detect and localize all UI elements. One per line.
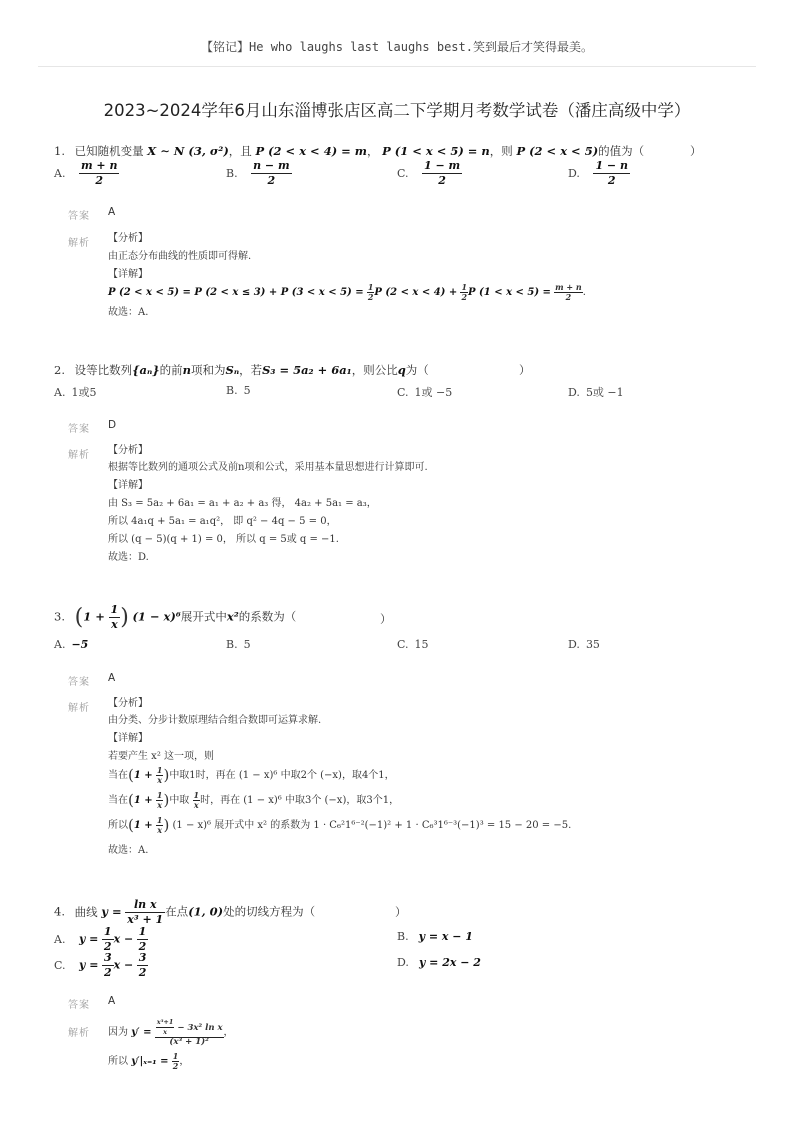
option-d[interactable]: D. 35	[568, 638, 600, 651]
fraction: $\frac{m + n}{2}$	[80, 159, 118, 187]
answer-label: 答案	[68, 1000, 90, 1011]
fraction: $\frac{1}{2}$	[172, 1051, 179, 1071]
analysis-text: 由分类、分步计数原理结合组合数即可运算求解.	[108, 715, 322, 726]
question-2-stem: 2. 设等比数列{aₙ}的前n项和为Sₙ，若S₃ = 5a₂ + 6a₁，则公比q为（	[54, 363, 429, 377]
detail-heading: 【详解】	[108, 733, 148, 744]
option-a[interactable]: A. y = $\frac{1}{2}$ x − $\frac{1}{2}$	[54, 925, 147, 953]
question-4-stem: 4. 曲线 y = $\frac{\text{ln x}}{\text{x³ + 1}}$ 在点(1, 0)处的切线方程为（	[54, 898, 316, 926]
analysis-heading: 【分析】	[108, 233, 148, 244]
fraction: $\frac{1}{2}$	[103, 925, 112, 953]
option-letter: A.	[54, 166, 66, 180]
analysis-heading: 【分析】	[108, 445, 148, 456]
stem-text: ，	[366, 144, 379, 158]
stem-text: 已知随机变量	[74, 144, 144, 158]
answer-label: 答案	[68, 424, 90, 435]
analysis-text: 由正态分布曲线的性质即可得解.	[108, 251, 252, 262]
question-3-stem: 3. (1 + $\frac{1}{x}$ ) (1 − x)⁶展开式中x²的系数为（	[54, 603, 297, 631]
answer-value: A	[108, 206, 116, 218]
option-letter: D.	[568, 166, 580, 180]
conclusion: 故选：A.	[108, 307, 149, 318]
conclusion: 故选：D.	[108, 552, 149, 563]
option-c[interactable]: C. y = $\frac{3}{2}$ x − $\frac{3}{2}$	[54, 951, 147, 979]
detail-line: 当在(1 + $\frac{1}{x}$ )中取1时，再在 (1 − x)⁶ 中取2个 (−x)，取4个1，	[108, 765, 395, 785]
fraction: $\frac{1}{x}$	[156, 790, 163, 810]
fraction: $\frac{1}{x}$	[156, 765, 163, 785]
detail-line: 由 S₃ = 5a₂ + 6a₁ = a₁ + a₂ + a₃ 得， 4a₂ + 5a₁ = a₃，	[108, 498, 377, 509]
detail-line: 所以 4a₁q + 5a₁ = a₁q²， 即 q² − 4q − 5 = 0，	[108, 516, 337, 527]
stem-text: 的值为（	[598, 144, 645, 158]
question-number: 3.	[54, 609, 65, 624]
option-a[interactable]: A. −5	[54, 638, 89, 651]
fraction: $\frac{m + n}{2}$	[555, 282, 582, 302]
conclusion: 故选：A.	[108, 845, 149, 856]
detail-line: 若要产生 x² 这一项，则	[108, 751, 215, 762]
analysis-text: 根据等比数列的通项公式及前n项和公式，采用基本量思想进行计算即可.	[108, 462, 428, 473]
fraction: $\frac{1}{2}$	[138, 925, 147, 953]
answer-value: A	[108, 672, 116, 684]
fraction: $\frac{\text{ln x}}{\text{x³ + 1}}$	[127, 898, 164, 926]
option-b[interactable]: B. y = x − 1	[397, 930, 473, 943]
analysis-label: 解析	[68, 450, 90, 461]
question-close-paren: ）	[519, 363, 531, 377]
option-a[interactable]	[54, 159, 119, 188]
answer-label: 答案	[68, 211, 90, 222]
fraction: $\frac{1 - m}{2}$	[424, 159, 461, 187]
option-letter: C.	[397, 166, 409, 180]
math: P (2 < x < 4) = m	[255, 144, 367, 158]
analysis-label: 解析	[68, 703, 90, 714]
fraction: $\frac{1}{2}$	[461, 282, 468, 302]
answer-label: 答案	[68, 677, 90, 688]
math: P (1 < x < 5) = n	[382, 144, 490, 158]
option-d[interactable]	[568, 159, 630, 188]
math: X ∼ N (3, σ²)	[147, 144, 229, 158]
option-c[interactable]: C. 1或 −5	[397, 386, 453, 399]
detail-line: 当在(1 + $\frac{1}{x}$ )中取 $\frac{1}{x}$ 时，再在 (1 − x)⁶ 中取3个 (−x)，取3个1，	[108, 790, 400, 810]
option-b[interactable]: B. 5	[226, 384, 251, 397]
answer-value: A	[108, 995, 116, 1007]
question-close-paren: ）	[380, 612, 392, 626]
detail-line: 所以 (q − 5)(q + 1) = 0， 所以 q = 5或 q = −1.	[108, 534, 339, 545]
question-close-paren: ）	[690, 144, 702, 158]
question-number: 1.	[54, 144, 65, 158]
option-letter: B.	[226, 166, 238, 180]
question-1-stem	[54, 143, 644, 159]
analysis-label: 解析	[68, 238, 90, 249]
question-number: 4.	[54, 904, 65, 919]
option-a[interactable]: A. 1或5	[54, 386, 97, 399]
fraction: $\frac{3}{2}$	[138, 951, 147, 979]
option-d[interactable]: D. y = 2x − 2	[397, 956, 481, 969]
detail-heading: 【详解】	[108, 480, 148, 491]
fraction: $\frac{1 - n}{2}$	[595, 159, 628, 187]
option-c[interactable]	[397, 159, 462, 188]
detail-heading: 【详解】	[108, 269, 148, 280]
analysis-heading: 【分析】	[108, 698, 148, 709]
detail-line: 所以(1 + $\frac{1}{x}$ ) (1 − x)⁶ 展开式中 x² 的系数为 1 · C₆²1⁶⁻²(−1)² + 1 · C₆³1⁶⁻³(−1)³ = 15 − 20 = −5.	[108, 815, 572, 835]
fraction: $\frac{\text{x³+1}}{x}$ − 3x² ln x (x³ + 1)²	[156, 1018, 223, 1047]
option-b[interactable]	[226, 159, 292, 188]
fraction: $\frac{1}{2}$	[367, 282, 374, 302]
fraction: $\frac{n - m}{2}$	[253, 159, 290, 187]
fraction: $\frac{3}{2}$	[103, 951, 112, 979]
option-d[interactable]: D. 5或 −1	[568, 386, 624, 399]
detail-line: 因为 y′ = $\frac{\text{x³+1}}{x}$ − 3x² ln x (x³ + 1)² ，	[108, 1018, 234, 1047]
detail-equation: P (2 < x < 5) = P (2 < x ≤ 3) + P (3 < x < 5) = $\frac{1}{2}$ P (2 < x < 4) + $\frac{1}{2}$ P (1 < x < 5) = $\frac{m + n}{2}$ .	[108, 282, 586, 302]
divider	[38, 66, 756, 67]
stem-text: ，则	[489, 144, 513, 158]
question-close-paren: ）	[395, 905, 407, 919]
math: P (2 < x < 5)	[516, 144, 599, 158]
option-b[interactable]: B. 5	[226, 638, 251, 651]
fraction: $\frac{1}{x}$	[110, 603, 119, 631]
question-number: 2.	[54, 363, 65, 377]
detail-line: 所以 y′|ₓ₌₁ = $\frac{1}{2}$ ，	[108, 1051, 190, 1071]
analysis-label: 解析	[68, 1028, 90, 1039]
fraction: $\frac{1}{x}$	[156, 815, 163, 835]
answer-value: D	[108, 419, 117, 431]
motto: 【铭记】He who laughs last laughs best.笑到最后才笑得最美。	[201, 40, 593, 54]
option-c[interactable]: C. 15	[397, 638, 429, 651]
page-title: 2023~2024学年6月山东淄博张店区高二下学期月考数学试卷（潘庄高级中学）	[103, 101, 691, 120]
stem-text: ，且	[228, 144, 252, 158]
fraction: $\frac{1}{x}$	[193, 790, 200, 810]
